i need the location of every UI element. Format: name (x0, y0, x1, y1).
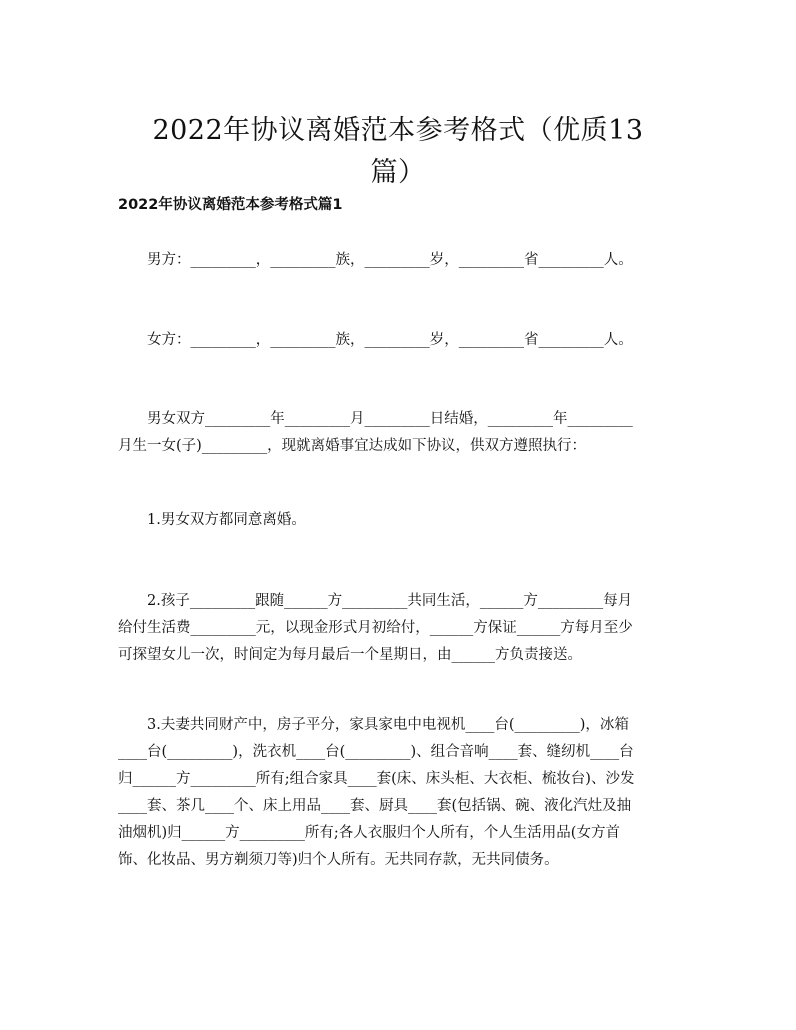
paragraph-line: 1.男女双方都同意离婚。 (147, 512, 306, 528)
paragraph-line: 女方：_________，_________族，_________岁，_________省_________人。 (147, 332, 633, 348)
paragraph-line: 饰、化妆品、男方剃须刀等)归个人所有。无共同存款，无共同债务。 (118, 852, 559, 868)
paragraph-line: ____套、茶几____个、床上用品____套、厨具____套(包括锅、碗、液化汽灶及抽 (118, 798, 632, 814)
document-title-line-1: 2022年协议离婚范本参考格式（优质13 (152, 115, 644, 147)
section-heading: 2022年协议离婚范本参考格式篇1 (118, 197, 343, 213)
paragraph-clause-3 (118, 712, 678, 874)
paragraph-line: 归______方_________所有;组合家具____套(床、床头柜、大衣柜、梳妆台)、沙发 (118, 771, 635, 787)
paragraph-marriage-info (118, 406, 678, 460)
paragraph-husband-info (118, 247, 678, 274)
paragraph-wife-info (118, 327, 678, 354)
paragraph-line: 给付生活费_________元，以现金形式月初给付，______方保证______方每月至少 (118, 620, 633, 636)
paragraph-line: 男方：_________，_________族，_________岁，_________省_________人。 (147, 252, 633, 268)
document-title-line-2: 篇） (370, 157, 426, 189)
paragraph-clause-2 (118, 588, 678, 669)
paragraph-line: 可探望女儿一次，时间定为每月最后一个星期日，由______方负责接送。 (118, 647, 582, 663)
paragraph-line: 油烟机)归______方_________所有;各人衣服归个人所有，个人生活用品(女方首 (118, 825, 620, 841)
paragraph-line: 月生一女(子)_________，现就离婚事宜达成如下协议，供双方遵照执行： (118, 438, 587, 454)
document-title (120, 110, 676, 194)
paragraph-line: 2.孩子_________跟随______方_________共同生活，______方_________每月 (147, 593, 633, 609)
paragraph-line: ____台(_________)，洗衣机____台(_________)、组合音响____套、缝纫机____台 (118, 744, 634, 760)
paragraph-clause-1 (118, 507, 678, 534)
paragraph-line: 男女双方_________年_________月_________日结婚，_________年_________ (147, 411, 633, 427)
paragraph-line: 3.夫妻共同财产中，房子平分，家具家电中电视机____台(_________)，冰箱 (147, 717, 629, 733)
